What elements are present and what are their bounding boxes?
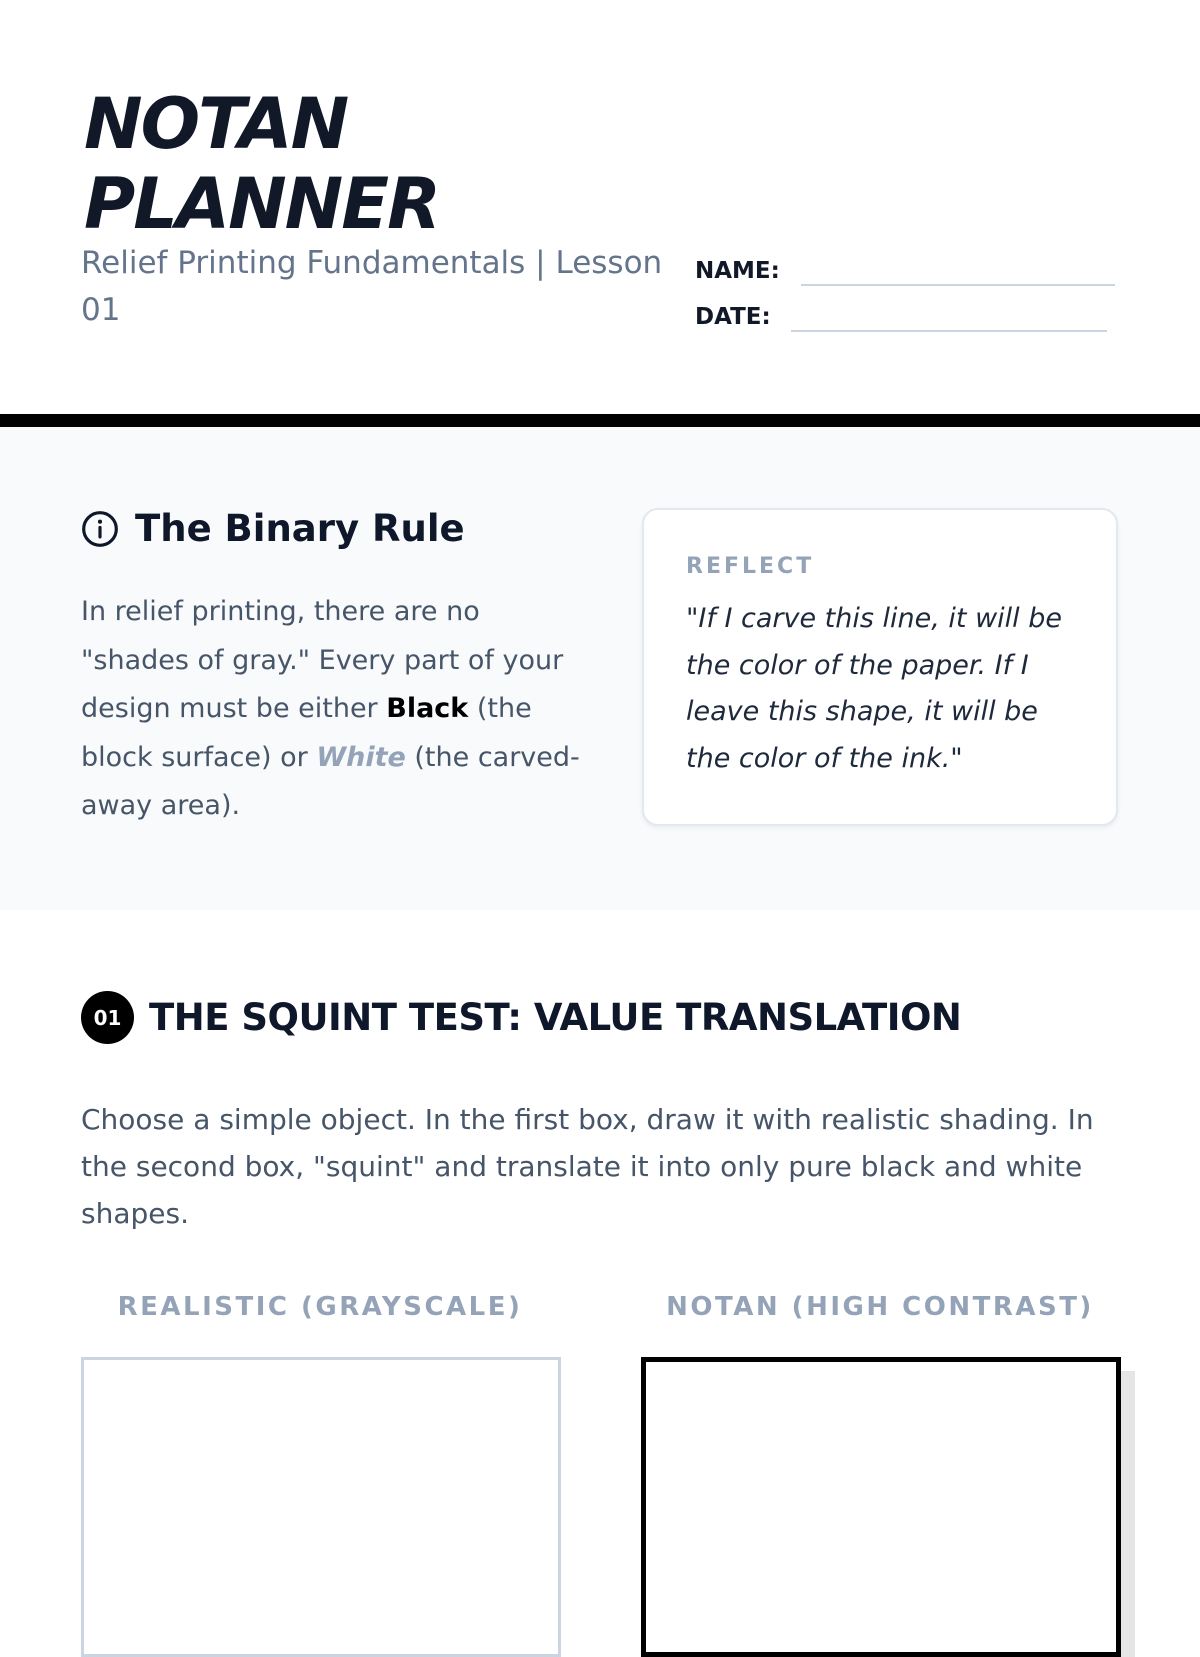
notan-drawing-box[interactable] — [641, 1357, 1121, 1657]
step-number-badge: 01 — [81, 991, 134, 1044]
name-label: NAME: — [695, 258, 780, 284]
notan-box-label: NOTAN (HIGH CONTRAST) — [666, 1292, 1094, 1322]
date-line[interactable] — [791, 330, 1107, 332]
rule-text-start: In relief printing, there are no "shades of gray." Every part of your design must be either — [81, 596, 564, 724]
name-field[interactable] — [695, 252, 1125, 288]
white-term: White — [316, 741, 406, 773]
realistic-box-label: REALISTIC (GRAYSCALE) — [117, 1292, 523, 1322]
date-label: DATE: — [695, 304, 771, 330]
exercise-instructions: Choose a simple object. In the first box, draw it with realistic shading. In the second box, "squint" and translate it into only pure black and white shapes. — [81, 1103, 1094, 1230]
realistic-drawing-box[interactable] — [81, 1357, 561, 1657]
black-term: Black — [386, 693, 469, 724]
binary-rule-heading — [81, 507, 465, 550]
title-line-2: PLANNER — [84, 163, 439, 245]
reflect-quote: "If I carve this line, it will be the color of the paper. If I leave this shape, it will be the color of the ink." — [686, 603, 1063, 774]
lesson-subtitle: Relief Printing Fundamentals | Lesson 01 — [81, 245, 663, 328]
info-icon — [81, 510, 119, 548]
title-line-1: NOTAN — [84, 83, 348, 165]
page-title — [84, 84, 439, 244]
reflect-label: REFLECT — [686, 554, 815, 579]
binary-rule-text — [81, 588, 581, 831]
worksheet-header — [0, 0, 1200, 414]
name-line[interactable] — [801, 284, 1115, 286]
date-field[interactable] — [695, 298, 1125, 334]
binary-rule-title: The Binary Rule — [135, 507, 465, 550]
binary-rule-section — [0, 427, 1200, 910]
reflect-card — [642, 508, 1118, 826]
rule-text-end: (the carved-away area). — [81, 741, 580, 821]
header-divider — [0, 414, 1200, 427]
rule-text-middle: (the block surface) or — [81, 693, 532, 773]
exercise-title: THE SQUINT TEST: VALUE TRANSLATION — [149, 996, 962, 1039]
exercise-heading — [81, 991, 961, 1044]
